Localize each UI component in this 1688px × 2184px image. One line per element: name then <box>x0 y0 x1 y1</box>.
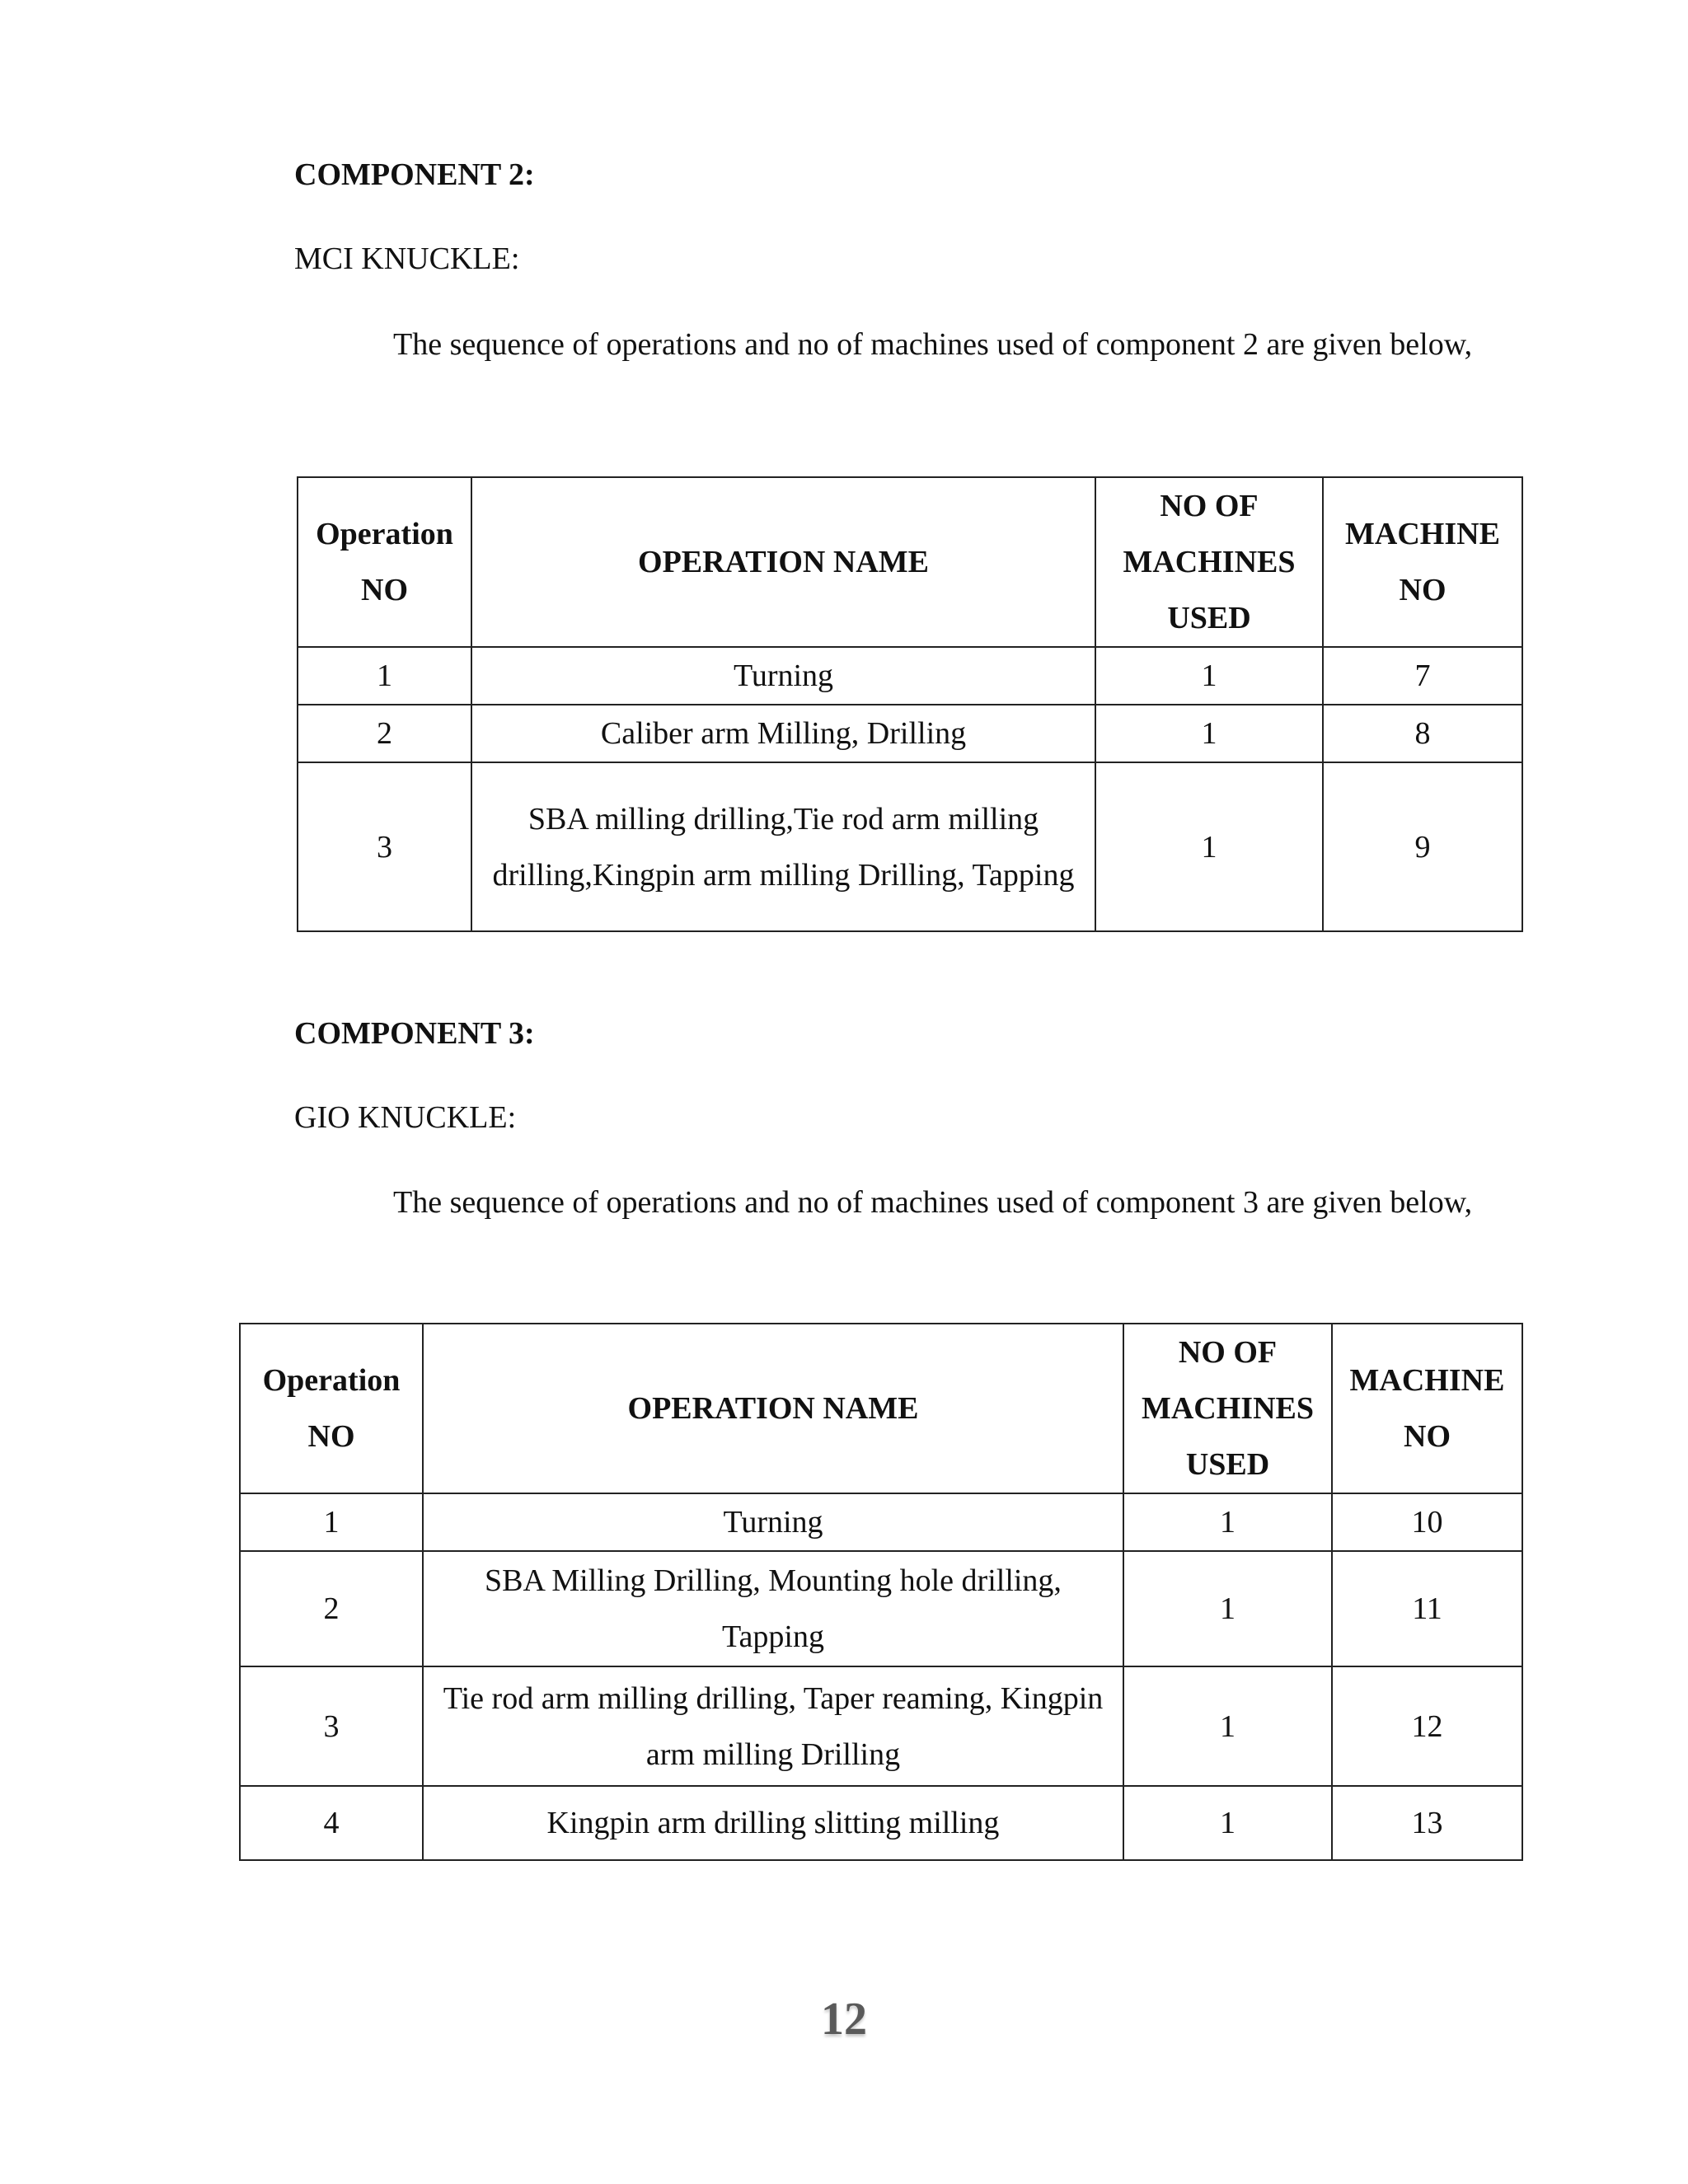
header-operation-name: OPERATION NAME <box>423 1324 1123 1493</box>
cell-machines-used: 1 <box>1095 647 1323 705</box>
table-row <box>240 1551 1522 1666</box>
header-machine-no: MACHINE NO <box>1332 1324 1522 1493</box>
cell-operation-name: SBA Milling Drilling, Mounting hole drilling, Tapping <box>423 1551 1123 1666</box>
header-operation-name: OPERATION NAME <box>471 477 1095 647</box>
cell-operation-name: SBA milling drilling,Tie rod arm milling drilling,Kingpin arm milling Drilling, Tapping <box>471 762 1095 931</box>
cell-machine-no: 7 <box>1323 647 1522 705</box>
cell-operation-no: 2 <box>240 1551 423 1666</box>
cell-machine-no: 12 <box>1332 1666 1522 1786</box>
cell-operation-name: Turning <box>471 647 1095 705</box>
cell-machines-used: 1 <box>1123 1786 1332 1860</box>
cell-machine-no: 11 <box>1332 1551 1522 1666</box>
cell-operation-no: 1 <box>298 647 471 705</box>
table-row <box>240 1786 1522 1860</box>
table-header-row <box>240 1324 1522 1493</box>
cell-operation-name: Tie rod arm milling drilling, Taper reaming, Kingpin arm milling Drilling <box>423 1666 1123 1786</box>
cell-operation-no: 1 <box>240 1493 423 1551</box>
component-2-intro: The sequence of operations and no of machines used of component 2 are given below, <box>393 327 1473 362</box>
cell-operation-no: 3 <box>240 1666 423 1786</box>
component-2-table <box>297 476 1523 932</box>
cell-machine-no: 8 <box>1323 705 1522 762</box>
cell-machine-no: 10 <box>1332 1493 1522 1551</box>
component-3-table <box>239 1323 1523 1861</box>
cell-operation-name: Caliber arm Milling, Drilling <box>471 705 1095 762</box>
cell-machines-used: 1 <box>1095 705 1323 762</box>
header-machine-no: MACHINE NO <box>1323 477 1522 647</box>
table-row <box>298 647 1522 705</box>
component-3-title: COMPONENT 3: <box>294 1016 535 1051</box>
header-operation-no: Operation NO <box>240 1324 423 1493</box>
table-row <box>240 1666 1522 1786</box>
header-machines-used: NO OF MACHINES USED <box>1095 477 1323 647</box>
component-3-subtitle: GIO KNUCKLE: <box>294 1100 517 1135</box>
table-header-row <box>298 477 1522 647</box>
component-2-title: COMPONENT 2: <box>294 157 535 192</box>
cell-operation-name: Turning <box>423 1493 1123 1551</box>
cell-operation-name: Kingpin arm drilling slitting milling <box>423 1786 1123 1860</box>
cell-machines-used: 1 <box>1123 1493 1332 1551</box>
cell-machines-used: 1 <box>1123 1551 1332 1666</box>
component-2-subtitle: MCI KNUCKLE: <box>294 241 520 276</box>
cell-operation-no: 2 <box>298 705 471 762</box>
cell-operation-no: 3 <box>298 762 471 931</box>
cell-machines-used: 1 <box>1095 762 1323 931</box>
table-row <box>240 1493 1522 1551</box>
cell-operation-no: 4 <box>240 1786 423 1860</box>
cell-machine-no: 13 <box>1332 1786 1522 1860</box>
header-operation-no: Operation NO <box>298 477 471 647</box>
header-machines-used: NO OF MACHINES USED <box>1123 1324 1332 1493</box>
component-3-intro: The sequence of operations and no of machines used of component 3 are given below, <box>393 1185 1473 1220</box>
page-number: 12 <box>821 1994 867 2045</box>
cell-machines-used: 1 <box>1123 1666 1332 1786</box>
table-row <box>298 705 1522 762</box>
cell-machine-no: 9 <box>1323 762 1522 931</box>
table-row <box>298 762 1522 931</box>
